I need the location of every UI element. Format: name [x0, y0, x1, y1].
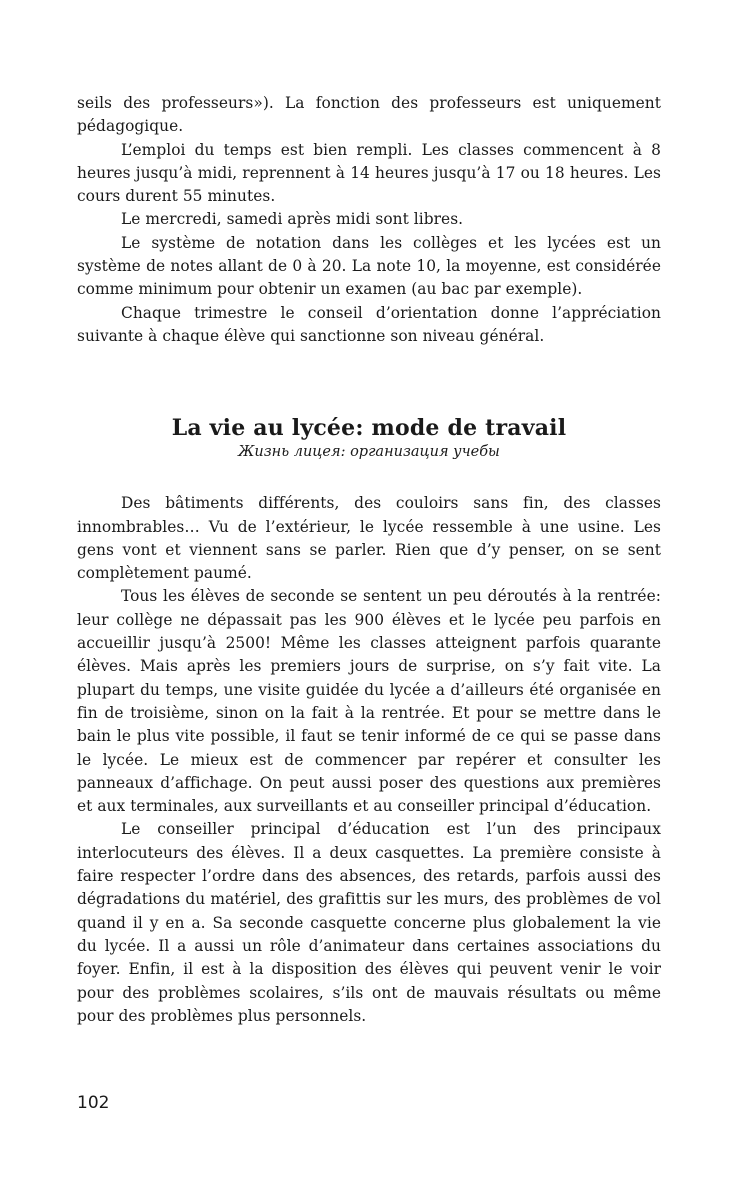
book-page	[77, 92, 661, 1028]
intro-text	[77, 92, 661, 348]
paragraph: seils des professeurs»). La fonction des professeurs est uniquement pédagogique.	[77, 94, 661, 136]
paragraph: Des bâtiments différents, des couloirs sans fin, des classes innombrables… Vu de l’extérieur, le lycée ressemble à une usine. Les gens vont et viennent sans se parler. Rien que d’y penser, on se sent complètement paumé.	[77, 494, 661, 583]
paragraph: Le mercredi, samedi après midi sont libres.	[121, 210, 464, 229]
paragraph: L’emploi du temps est bien rempli. Les classes commencent à 8 heures jusqu’à midi, reprennent à 14 heures jusqu’à 17 ou 18 heures. Les cours durent 55 minutes.	[77, 140, 661, 206]
paragraph: Le conseiller principal d’éducation est l’un des principaux interlocuteurs des élèves. Il a deux casquettes. La première consiste à faire respecter l’ordre dans des absences, des retards, parfois aussi des dégradations du matériel, des grafittis sur les murs, des problèmes de vol quand il y en a. Sa seconde casquette concerne plus globalement la vie du lycée. Il a aussi un rôle d’animateur dans certaines associations du foyer. Enfin, il est à la disposition des élèves qui peuvent venir le voir pour des problèmes scolaires, s’ils ont de mauvais résultats ou même pour des problèmes plus personnels.	[77, 820, 661, 1025]
paragraph: Le système de notation dans les collèges et les lycées est un système de notes allant de 0 à 20. La note 10, la moyenne, est considérée comme minimum pour obtenir un examen (au bac par exemple).	[77, 233, 661, 299]
paragraph: Tous les élèves de seconde se sentent un peu déroutés à la rentrée: leur collège ne dépassait pas les 900 élèves et le lycée peu parfois en accueillir jusqu’à 2500! Même les classes atteignent parfois quarante élèves. Mais après les premiers jours de surprise, on s’y fait vite. La plupart du temps, une visite guidée du lycée a d’ailleurs été organisée en fin de troisième, sinon on la fait à la rentrée. Et pour se mettre dans le bain le plus vite possible, il faut se tenir informé de ce qui se passe dans le lycée. Le mieux est de commencer par repérer et consulter les panneaux d’affichage. On peut aussi poser des questions aux premières et aux terminales, aux surveillants et au conseiller principal d’éducation.	[77, 587, 661, 816]
section-subtitle: Жизнь лицея: организация учебы	[238, 444, 500, 461]
section-body	[77, 492, 661, 1028]
section-header	[77, 414, 661, 462]
paragraph: Chaque trimestre le conseil d’orientation donne l’appréciation suivante à chaque élève qui sanctionne son niveau général.	[77, 303, 661, 345]
page-number: 102	[77, 1093, 110, 1113]
section-title: La vie au lycée: mode de travail	[171, 415, 567, 442]
